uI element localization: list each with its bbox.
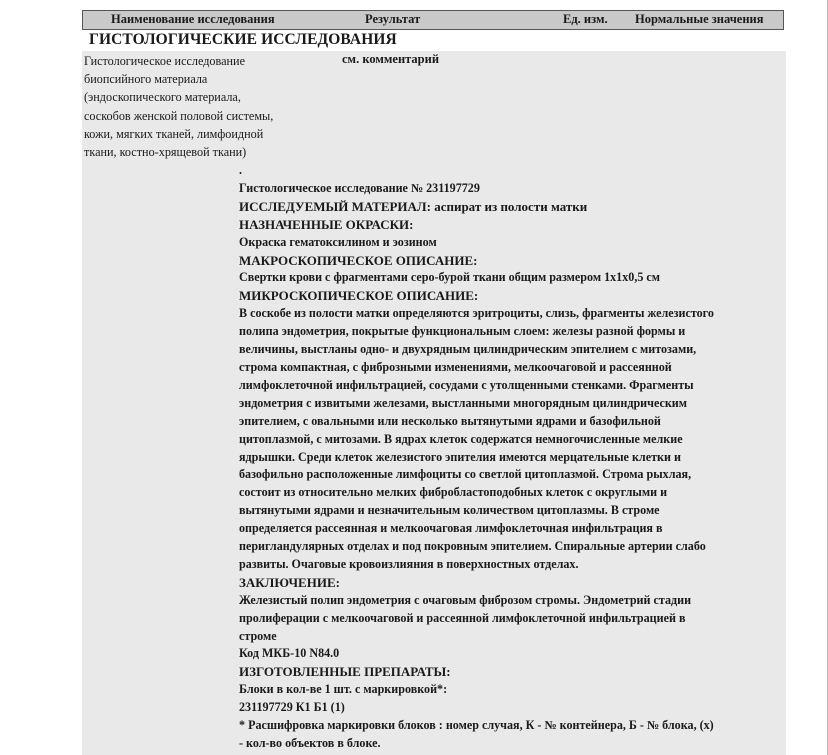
report-line: Свертки крови с фрагментами серо-бурой ткани общим размером 1х1х0,5 см bbox=[239, 270, 661, 285]
report-line: пролиферации с мелкоочаговой и рассеянной лимфоклеточной инфильтрацией в bbox=[239, 610, 686, 625]
test-name bbox=[84, 52, 314, 161]
report-line: 231197729 К1 Б1 (1) bbox=[239, 700, 345, 715]
report-line: вытянутыми ядрами и незначительным количеством цитоплазмы. В строме bbox=[239, 503, 660, 518]
report-line: . bbox=[239, 163, 243, 177]
column-header-unit: Ед. изм. bbox=[563, 12, 608, 26]
column-header-norm: Нормальные значения bbox=[635, 12, 764, 26]
report-line: ядрышки. Среди клеток железистого эпителия имеются мерцательные клетки и bbox=[239, 449, 681, 464]
report-line: перигландулярных отделах и под покровным эпителием. Спиральные артерии слабо bbox=[239, 539, 706, 554]
report-line: базофильно расположенные лимфоциты со светлой цитоплазмой. Строма рыхлая, bbox=[239, 467, 692, 482]
report-line: строма компактная, с фиброзными изменениями, мелкоочаговой и рассеянной bbox=[239, 359, 672, 374]
report-line: Код МКБ-10 N84.0 bbox=[239, 646, 340, 661]
report-heading: МИКРОСКОПИЧЕСКОЕ ОПИСАНИЕ: bbox=[239, 288, 479, 304]
column-header-result: Результат bbox=[365, 12, 421, 26]
report-heading: НАЗНАЧЕННЫЕ ОКРАСКИ: bbox=[239, 216, 414, 232]
report-line: цитоплазмой, с митозами. В ядрах клеток содержатся немногочисленные мелкие bbox=[239, 431, 683, 446]
table-header bbox=[82, 10, 784, 30]
report-line: лимфоклеточной инфильтрацией, сосудами с утолщенными стенками. Фрагменты bbox=[239, 377, 694, 392]
report-line: эндометрия с извитыми железами, выстланными многорядным цилиндрическим bbox=[239, 395, 688, 410]
result-value: см. комментарий bbox=[342, 52, 440, 66]
report-heading: ИССЛЕДУЕМЫЙ МАТЕРИАЛ: аспират из полости матки bbox=[239, 198, 588, 214]
report-heading: ИЗГОТОВЛЕННЫЕ ПРЕПАРАТЫ: bbox=[239, 664, 451, 680]
report-line: определяется рассеянная и мелкоочаговая лимфоклеточная инфильтрация в bbox=[239, 521, 663, 536]
test-name-line: ткани, костно-хрящевой ткани) bbox=[84, 145, 247, 160]
report-line: Окраска гематоксилином и эозином bbox=[239, 234, 437, 249]
report-heading: ЗАКЛЮЧЕНИЕ: bbox=[239, 574, 340, 590]
test-name-line: (эндоскопического материала, bbox=[84, 90, 241, 105]
test-name-line: соскобов женской половой системы, bbox=[84, 108, 274, 123]
report-line: величины, выстланы одно- и двухрядным цилиндрическим эпителием с митозами, bbox=[239, 342, 697, 357]
column-header-name: Наименование исследования bbox=[111, 12, 275, 26]
report-line: Гистологическое исследование № 231197729 bbox=[239, 180, 480, 195]
report-line: полипа эндометрия, покрытые функциональным слоем: железы разной формы и bbox=[239, 324, 686, 339]
report-line: Железистый полип эндометрия с очаговым фиброзом стромы. Эндометрий стадии bbox=[239, 592, 692, 607]
report-line: развиты. Очаговые кровоизлияния в поверхностных отделах. bbox=[239, 556, 579, 571]
test-name-line: биопсийного материала bbox=[84, 72, 208, 87]
histology-report bbox=[239, 162, 787, 753]
report-line: строме bbox=[239, 628, 277, 643]
report-line: Блоки в кол-ве 1 шт. с маркировкой*: bbox=[239, 682, 448, 697]
test-name-line: Гистологическое исследование bbox=[84, 54, 245, 68]
report-line: состоит из относительно мелких фибробластоподобных клеток с округлыми и bbox=[239, 485, 668, 500]
report-line: эпителием, с овальными или несколько вытянутыми ядрами и базофильной bbox=[239, 413, 661, 428]
section-title: ГИСТОЛОГИЧЕСКИЕ ИССЛЕДОВАНИЯ bbox=[89, 31, 397, 48]
report-line: В соскобе из полости матки определяются эритроциты, слизь, фрагменты железистого bbox=[239, 306, 714, 321]
report-line: - кол-во объектов в блоке. bbox=[239, 736, 381, 750]
report-heading: МАКРОСКОПИЧЕСКОЕ ОПИСАНИЕ: bbox=[239, 252, 478, 268]
test-name-line: кожи, мягких тканей, лимфоидной bbox=[84, 126, 264, 141]
report-line: * Расшифровка маркировки блоков : номер случая, К - № контейнера, Б - № блока, (х) bbox=[239, 718, 714, 733]
